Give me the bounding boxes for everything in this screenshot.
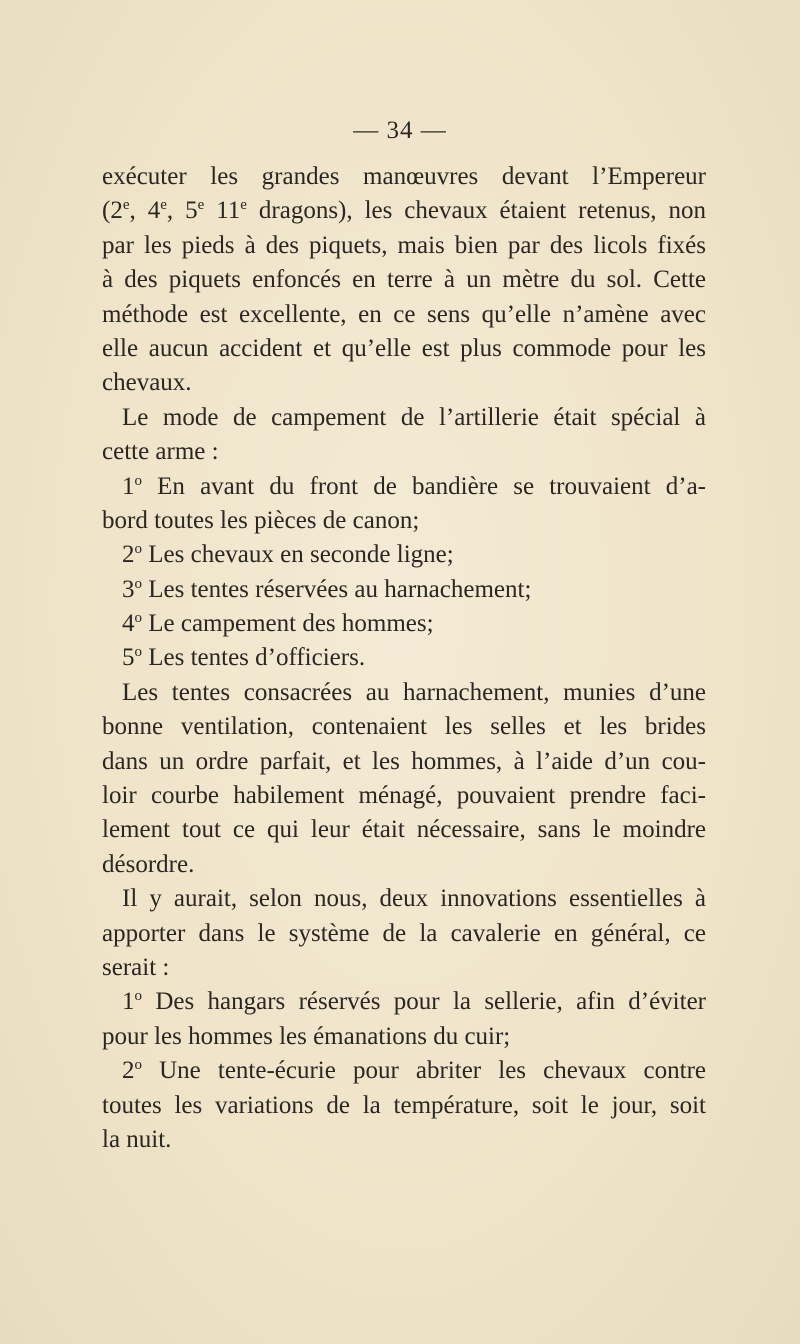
superscript: e bbox=[160, 197, 167, 214]
page-number: — 34 — bbox=[353, 117, 447, 144]
text-segment: 2 bbox=[122, 1057, 135, 1085]
superscript: e bbox=[240, 197, 247, 214]
text-line: lement tout ce qui leur était nécessaire, sans le moindre bbox=[102, 816, 706, 844]
superscript: e bbox=[122, 197, 130, 214]
text-segment: 4 bbox=[122, 610, 135, 638]
superscript: o bbox=[134, 541, 142, 558]
text-line: pour les hommes les émanations du cuir; bbox=[102, 1022, 511, 1050]
text-line bbox=[102, 607, 706, 641]
text-line: dans un ordre parfait, et les hommes, à l’aide d’un cou- bbox=[102, 747, 706, 775]
superscript: o bbox=[134, 575, 142, 592]
text-segment: 1 bbox=[122, 472, 135, 500]
text-line: méthode est excellente, en ce sens qu’elle n’amène avec bbox=[102, 300, 706, 328]
text-segment: , 4 bbox=[129, 197, 161, 225]
superscript: o bbox=[134, 472, 142, 489]
text-line: apporter dans le système de la cavalerie en général, ce bbox=[102, 919, 706, 947]
text-line bbox=[102, 641, 706, 675]
text-segment: 1 bbox=[122, 988, 135, 1016]
text-line: Le mode de campement de l’artillerie était spécial à bbox=[122, 403, 706, 431]
text-segment: Une tente-écurie pour abriter les chevaux contre bbox=[142, 1057, 706, 1085]
text-line bbox=[102, 573, 706, 607]
text-segment: 5 bbox=[122, 644, 135, 672]
text-line: elle aucun accident et qu’elle est plus commode pour les bbox=[102, 334, 706, 362]
text-line: exécuter les grandes manœuvres devant l’Empereur bbox=[102, 163, 706, 190]
text-segment: Des hangars réservés pour la sellerie, afin d’éviter bbox=[142, 988, 706, 1016]
superscript: o bbox=[134, 1057, 142, 1074]
superscript: o bbox=[134, 610, 142, 627]
text-line: Il y aurait, selon nous, deux innovations essentielles à bbox=[122, 885, 706, 913]
text-line: bonne ventilation, contenaient les selles et les brides bbox=[102, 713, 706, 741]
text-line: toutes les variations de la température, soit le jour, soit bbox=[102, 1091, 706, 1119]
text-line: serait : bbox=[102, 953, 170, 981]
superscript: o bbox=[134, 988, 142, 1005]
text-segment: Les chevaux en seconde ligne; bbox=[142, 541, 454, 569]
text-segment: 2 bbox=[122, 541, 135, 569]
text-line bbox=[102, 470, 706, 504]
text-line: désordre. bbox=[102, 850, 195, 878]
text-segment: 2 bbox=[110, 197, 123, 225]
text-line: la nuit. bbox=[102, 1125, 172, 1153]
text-line: cette arme : bbox=[102, 438, 219, 466]
text-line bbox=[102, 194, 706, 228]
text-segment: ( bbox=[102, 197, 111, 225]
text-segment: Le campement des hommes; bbox=[142, 610, 434, 638]
text-segment: Les tentes réservées au harnachement; bbox=[142, 575, 532, 603]
text-segment: dragons), les chevaux étaient retenus, non bbox=[246, 197, 706, 225]
superscript: e bbox=[197, 197, 205, 214]
text-segment: 11 bbox=[204, 197, 241, 225]
text-segment: 3 bbox=[122, 575, 135, 603]
text-line: chevaux. bbox=[102, 369, 192, 397]
text-segment: En avant du front de bandière se trouvaient d’a- bbox=[142, 472, 706, 500]
text-line: bord toutes les pièces de canon; bbox=[102, 506, 420, 534]
text-line: Les tentes consacrées au harnachement, munies d’une bbox=[122, 678, 706, 706]
text-line bbox=[102, 538, 706, 572]
text-line bbox=[102, 1054, 706, 1088]
text-line: à des piquets enfoncés en terre à un mètre du sol. Cette bbox=[102, 266, 706, 294]
superscript: o bbox=[134, 644, 142, 661]
text-segment: Les tentes d’officiers. bbox=[142, 644, 366, 672]
text-line bbox=[102, 985, 706, 1019]
text-segment: , 5 bbox=[166, 197, 198, 225]
text-line: par les pieds à des piquets, mais bien par des licols fixés bbox=[102, 231, 706, 259]
text-line: loir courbe habilement ménagé, pouvaient prendre faci- bbox=[102, 782, 706, 810]
body-text bbox=[102, 160, 706, 1157]
